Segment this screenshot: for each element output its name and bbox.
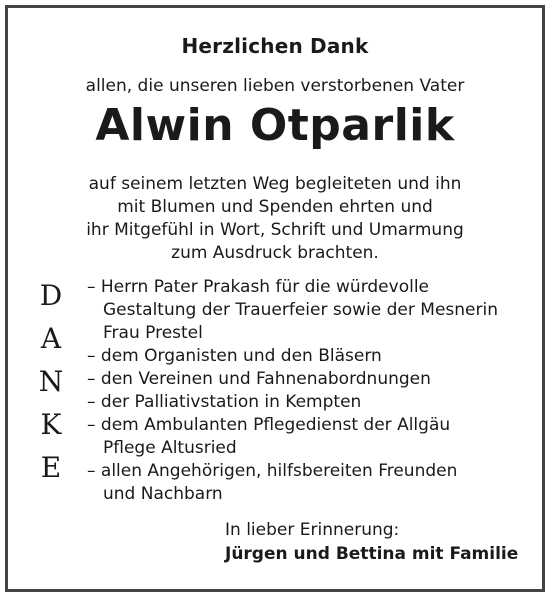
- list-item-line: Pflege Altusried: [103, 438, 237, 458]
- deceased-name: Alwin Otparlik: [95, 100, 455, 151]
- list-item-line: – den Vereinen und Fahnenabordnungen: [87, 369, 431, 389]
- intro-line: allen, die unseren lieben verstorbenen Vater: [85, 76, 465, 96]
- list-item-line: – Herrn Pater Prakash für die würdevolle: [87, 277, 430, 297]
- thanks-text: [0, 173, 550, 265]
- thanks-text-line: zum Ausdruck brachten.: [171, 243, 379, 263]
- notice-heading: Herzlichen Dank: [181, 34, 369, 58]
- list-item: [87, 414, 527, 460]
- list-item: [87, 391, 527, 414]
- danke-letter: A: [40, 322, 62, 355]
- thanks-list: [87, 276, 527, 506]
- list-item-line: – allen Angehörigen, hilfsbereiten Freunden: [87, 461, 458, 481]
- danke-vertical-word: [36, 274, 66, 489]
- thanks-text-line: ihr Mitgefühl in Wort, Schrift und Umarmung: [86, 220, 464, 240]
- list-item: [87, 368, 527, 391]
- closing-block: [225, 518, 518, 566]
- danke-letter: N: [38, 365, 64, 398]
- list-item: [87, 460, 527, 506]
- thanks-text-line: mit Blumen und Spenden ehrten und: [117, 197, 433, 217]
- list-item: [87, 276, 527, 345]
- danke-letter: D: [39, 279, 63, 312]
- list-item-line: Gestaltung der Trauerfeier sowie der Mesnerin: [103, 300, 498, 320]
- danke-letter: E: [40, 451, 62, 484]
- signature: Jürgen und Bettina mit Familie: [225, 544, 519, 564]
- danke-letter: K: [40, 408, 62, 441]
- list-item-line: und Nachbarn: [103, 484, 223, 504]
- list-item-line: – dem Organisten und den Bläsern: [87, 346, 382, 366]
- list-item-line: Frau Prestel: [103, 323, 203, 343]
- list-item-line: – dem Ambulanten Pflegedienst der Allgäu: [87, 415, 451, 435]
- list-item: [87, 345, 527, 368]
- thanks-text-line: auf seinem letzten Weg begleiteten und ihn: [88, 174, 462, 194]
- list-item-line: – der Palliativstation in Kempten: [87, 392, 362, 412]
- closing-line: In lieber Erinnerung:: [225, 520, 400, 540]
